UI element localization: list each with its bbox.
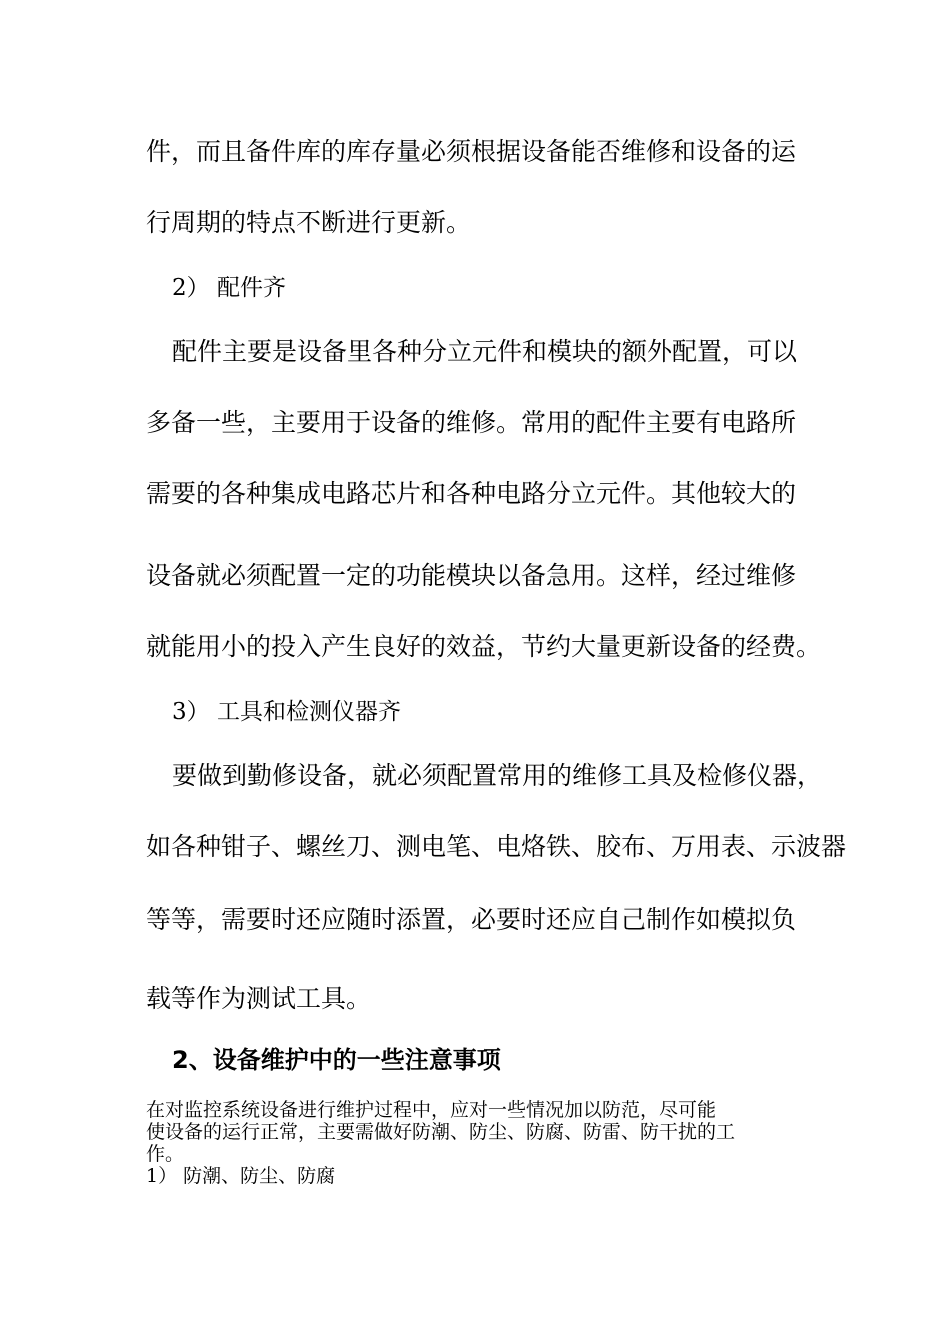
intro-line: 使设备的运行正常，主要需做好防潮、防尘、防腐、防雷、防干扰的工 <box>146 1121 736 1143</box>
paragraph-line: 需要的各种集成电路芯片和各种电路分立元件。其他较大的 <box>146 479 797 508</box>
paragraph-line: 多备一些，主要用于设备的维修。常用的配件主要有电路所 <box>146 408 797 437</box>
paragraph-line: 如各种钳子、螺丝刀、测电笔、电烙铁、胶布、万用表、示波器 <box>146 832 847 861</box>
sub-item-title: 1） 防潮、防尘、防腐 <box>146 1165 336 1187</box>
section-intro <box>146 1099 826 1187</box>
intro-line: 在对监控系统设备进行维护过程中，应对一些情况加以防范，尽可能 <box>146 1099 717 1121</box>
paragraph-line: 设备就必须配置一定的功能模块以备急用。这样，经过维修 <box>146 561 797 590</box>
paragraph-line: 等等，需要时还应随时添置，必要时还应自己制作如模拟负 <box>146 905 797 934</box>
list-item-title: 2） 配件齐 <box>172 275 286 301</box>
paragraph-line: 配件主要是设备里各种分立元件和模块的额外配置，可以 <box>172 337 798 366</box>
list-item-title: 3） 工具和检测仪器齐 <box>172 699 401 725</box>
paragraph-line: 件，而且备件库的库存量必须根据设备能否维修和设备的运 <box>146 137 797 166</box>
paragraph-line: 就能用小的投入产生良好的效益，节约大量更新设备的经费。 <box>146 632 822 661</box>
section-heading: 2、设备维护中的一些注意事项 <box>172 1046 501 1074</box>
intro-line: 作。 <box>146 1143 185 1165</box>
paragraph-line: 载等作为测试工具。 <box>146 984 372 1013</box>
paragraph-line: 行周期的特点不断进行更新。 <box>146 208 472 237</box>
paragraph-line: 要做到勤修设备，就必须配置常用的维修工具及检修仪器， <box>172 761 823 790</box>
